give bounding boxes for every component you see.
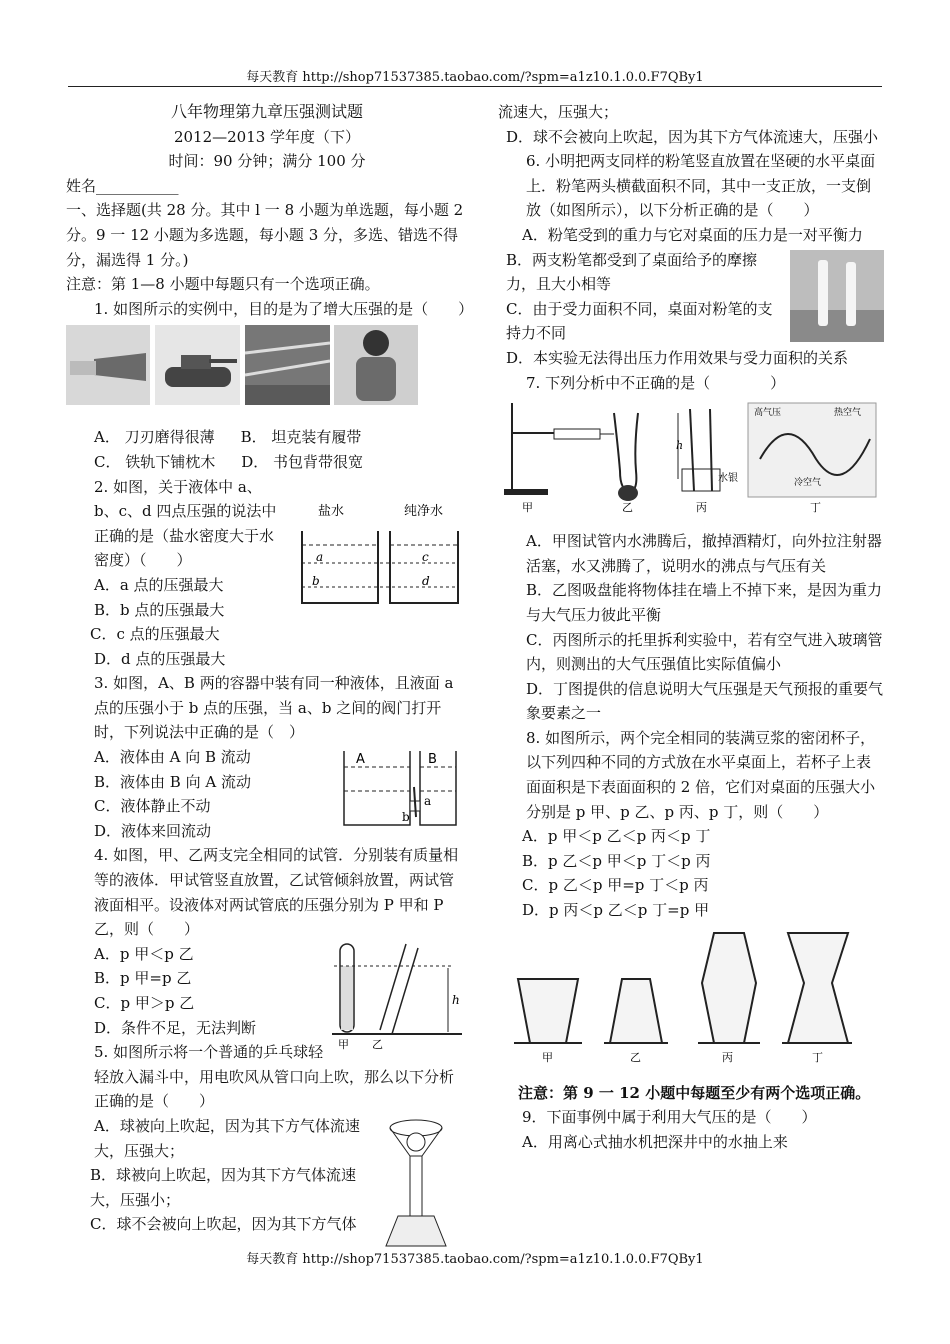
q3-option-b: B．液体由 B 向 A 流动 bbox=[94, 772, 251, 791]
svg-text:d: d bbox=[422, 573, 430, 588]
q7-option-c: C．丙图所示的托里拆利实验中，若有空气进入玻璃管内，则测出的大气压强值比实际值偏小 bbox=[526, 630, 883, 674]
q7-option-a: A．甲图试管内水沸腾后，撤掉酒精灯，向外拉注射器活塞，水又沸腾了，说明水的沸点与气压有关 bbox=[526, 532, 882, 575]
header-rule bbox=[68, 86, 882, 87]
q1-options-cd bbox=[66, 450, 468, 475]
q1-option-a: A． 刀刃磨得很薄 bbox=[94, 428, 215, 447]
q7-fig-high-label: 高气压 bbox=[754, 408, 782, 419]
q8-fig-bing-label: 丙 bbox=[722, 1050, 733, 1064]
q4-figure bbox=[332, 940, 468, 1050]
q3-figure bbox=[338, 747, 468, 829]
q4-option-a: A．p 甲＜p 乙 bbox=[94, 944, 194, 963]
q4-option-b: B．p 甲=p 乙 bbox=[94, 969, 192, 988]
q7-fig-cold-label: 冷空气 bbox=[794, 478, 822, 489]
q3-option-a: A．液体由 A 向 B 流动 bbox=[94, 748, 251, 767]
q8-option-a: A．p 甲＜p 乙＜p 丙＜p 丁 bbox=[522, 827, 711, 846]
q1-options-ab bbox=[66, 425, 468, 450]
q8-figure bbox=[498, 929, 878, 1069]
q4-fig-h-label: h bbox=[452, 992, 460, 1007]
q4-fig-jia-label: 甲 bbox=[338, 1037, 349, 1050]
q4-stem: 4. 如图，甲、乙两支完全相同的试管．分别装有质量相等的液体．甲试管竖直放置，乙试管倾斜放置，两试管液面相平。设液体对两试管底的压强分别为 P 甲和 P 乙，则（ ） bbox=[94, 846, 459, 939]
q3-fig-b-label: B bbox=[428, 752, 437, 768]
q8-fig-jia-label: 甲 bbox=[542, 1050, 553, 1064]
school-year: 2012—2013 学年度（下） bbox=[173, 127, 361, 146]
q9-stem: 9．下面事例中属于利用大气压的是（ ） bbox=[522, 1108, 817, 1127]
q8-option-c: C．p 乙＜p 甲=p 丁＜p 丙 bbox=[522, 876, 709, 895]
q1-photo-row bbox=[66, 325, 468, 405]
q2-stem: 2. 如图，关于液体中 a、b、c、d 四点压强的说法中正确的是（盐水密度大于水密度）（ ） bbox=[94, 477, 277, 570]
knife-photo bbox=[66, 325, 150, 405]
q5-stem: 5. 如图所示将一个普通的乒乓球轻轻放入漏斗中，用电吹风从管口向上吹，那么以下分析正确的是（ ） bbox=[94, 1043, 455, 1111]
q2-fig-saltwater-label: 盐水 bbox=[318, 503, 345, 519]
backpack-photo bbox=[334, 325, 418, 405]
q7-option-b: B．乙图吸盘能将物体挂在墙上不掉下来，是因为重力与大气压力彼此平衡 bbox=[526, 581, 883, 624]
q6-option-a: A．粉笔受到的重力与它对桌面的压力是一对平衡力 bbox=[522, 225, 863, 244]
q7-fig-mercury-label: 水银 bbox=[718, 473, 738, 485]
multi-choice-note: 注意：第 9 一 12 小题中每题至少有两个选项正确。 bbox=[518, 1083, 871, 1102]
q6-chalk-photo bbox=[790, 250, 884, 342]
name-field: 姓名___________ bbox=[66, 176, 179, 195]
time-info: 时间：90 分钟；满分 100 分 bbox=[168, 152, 366, 171]
q1-option-c: C． 铁轨下铺枕木 bbox=[94, 452, 216, 471]
rail-photo bbox=[245, 325, 330, 405]
q7-fig-bing-label: 丙 bbox=[696, 501, 707, 515]
exam-title: 八年物理第九章压强测试题 bbox=[170, 102, 363, 121]
q7-option-d: D．丁图提供的信息说明大气压强是天气预报的重要气象要素之一 bbox=[526, 679, 884, 723]
q7-figure bbox=[498, 399, 878, 515]
q1-option-b: B． 坦克装有履带 bbox=[240, 428, 362, 447]
q2-option-c: C．c 点的压强最大 bbox=[90, 625, 220, 644]
left-column bbox=[66, 100, 474, 1260]
section-intro: 一、选择题(共 28 分。其中 l 一 8 小题为单选题，每小题 2 分。9 一 12 小题为多选题，每小题 3 分，多选、错选不得分，漏选得 1 分。) bbox=[66, 201, 464, 269]
q5-figure bbox=[376, 1116, 468, 1256]
svg-text:b: b bbox=[312, 573, 320, 588]
q5-option-a: A．球被向上吹起，因为其下方气体流速大，压强大； bbox=[94, 1116, 360, 1160]
svg-text:a: a bbox=[316, 549, 324, 564]
q3-option-d: D．液体来回流动 bbox=[94, 821, 212, 840]
q3-fig-a-label: A bbox=[356, 752, 365, 768]
q7-fig-hot-label: 热空气 bbox=[834, 408, 862, 419]
q7-stem: 7. 下列分析中不正确的是（ ） bbox=[526, 373, 786, 392]
q6-stem: 6. 小明把两支同样的粉笔竖直放置在坚硬的水平桌面上．粉笔两头横截面积不同，其中一支正放，一支倒放（如图所示），以下分析正确的是（ ） bbox=[526, 152, 876, 220]
q3-option-c: C．液体静止不动 bbox=[94, 797, 211, 816]
q8-option-b: B．p 乙＜p 甲＜p 丁＜p 丙 bbox=[522, 851, 711, 870]
q2-option-b: B．b 点的压强最大 bbox=[94, 600, 225, 619]
q8-fig-yi-label: 乙 bbox=[630, 1050, 641, 1064]
q9-option-a: A．用离心式抽水机把深井中的水抽上来 bbox=[522, 1132, 788, 1151]
page-header: 每天教育 http://shop71537385.taobao.com/?spm=a1z10.1.0.0.F7QBy1 bbox=[246, 70, 704, 85]
q7-fig-yi-label: 乙 bbox=[622, 501, 633, 515]
q2-figure bbox=[292, 501, 468, 609]
q7-fig-ding-label: 丁 bbox=[810, 501, 821, 515]
right-column bbox=[498, 100, 884, 1154]
q1-stem: 1. 如图所示的实例中，目的是为了增大压强的是（ ） bbox=[94, 299, 474, 318]
q5-option-c-part2: 流速大，压强大； bbox=[498, 103, 619, 121]
q6-option-d: D．本实验无法得出压力作用效果与受力面积的关系 bbox=[506, 348, 849, 367]
page-footer: 每天教育 http://shop71537385.taobao.com/?spm=a1z10.1.0.0.F7QBy1 bbox=[246, 1252, 704, 1267]
q6-option-c: C．由于受力面积不同，桌面对粉笔的支持力不同 bbox=[506, 299, 773, 343]
svg-text:a: a bbox=[424, 794, 432, 809]
q5-option-c-part1: C．球不会被向上吹起，因为其下方气体 bbox=[90, 1215, 357, 1234]
q6-option-b: B．两支粉笔都受到了桌面给予的摩擦力，且大小相等 bbox=[506, 250, 758, 294]
svg-text:c: c bbox=[422, 549, 429, 564]
q2-option-d: D．d 点的压强最大 bbox=[94, 649, 226, 668]
svg-text:b: b bbox=[402, 810, 410, 825]
q2-option-a: A．a 点的压强最大 bbox=[94, 575, 224, 594]
q7-fig-jia-label: 甲 bbox=[522, 501, 533, 515]
q8-stem: 8. 如图所示，两个完全相同的装满豆浆的密闭杯子，以下列四种不同的方式放在水平桌面上，若杯子上表面面积是下表面面积的 2 倍，它们对桌面的压强大小分别是 p 甲、p 乙、p 丙、p 丁，则（ ） bbox=[526, 728, 876, 821]
single-choice-note: 注意：第 1—8 小题中每题只有一个选项正确。 bbox=[66, 275, 380, 294]
q3-stem: 3. 如图，A、B 两的容器中装有同一种液体，且液面 a 点的压强小于 b 点的压强，当 a、b 之间的阀门打开时，下列说法中正确的是（ ） bbox=[94, 674, 454, 742]
q5-option-b: B．球被向上吹起，因为其下方气体流速大，压强小； bbox=[90, 1166, 357, 1209]
tank-photo bbox=[155, 325, 240, 405]
q4-option-c: C．p 甲＞p 乙 bbox=[94, 994, 195, 1012]
q5-option-d: D．球不会被向上吹起，因为其下方气体流速大，压强小 bbox=[506, 127, 879, 146]
q4-option-d: D．条件不足，无法判断 bbox=[94, 1018, 257, 1037]
q1-option-d: D． 书包背带很宽 bbox=[241, 452, 364, 471]
q2-fig-purewater-label: 纯净水 bbox=[404, 503, 444, 519]
q8-fig-ding-label: 丁 bbox=[812, 1050, 823, 1064]
q4-fig-yi-label: 乙 bbox=[372, 1037, 383, 1050]
q7-fig-h-label: h bbox=[676, 439, 684, 453]
q8-option-d: D．p 丙＜p 乙＜p 丁=p 甲 bbox=[522, 901, 710, 920]
